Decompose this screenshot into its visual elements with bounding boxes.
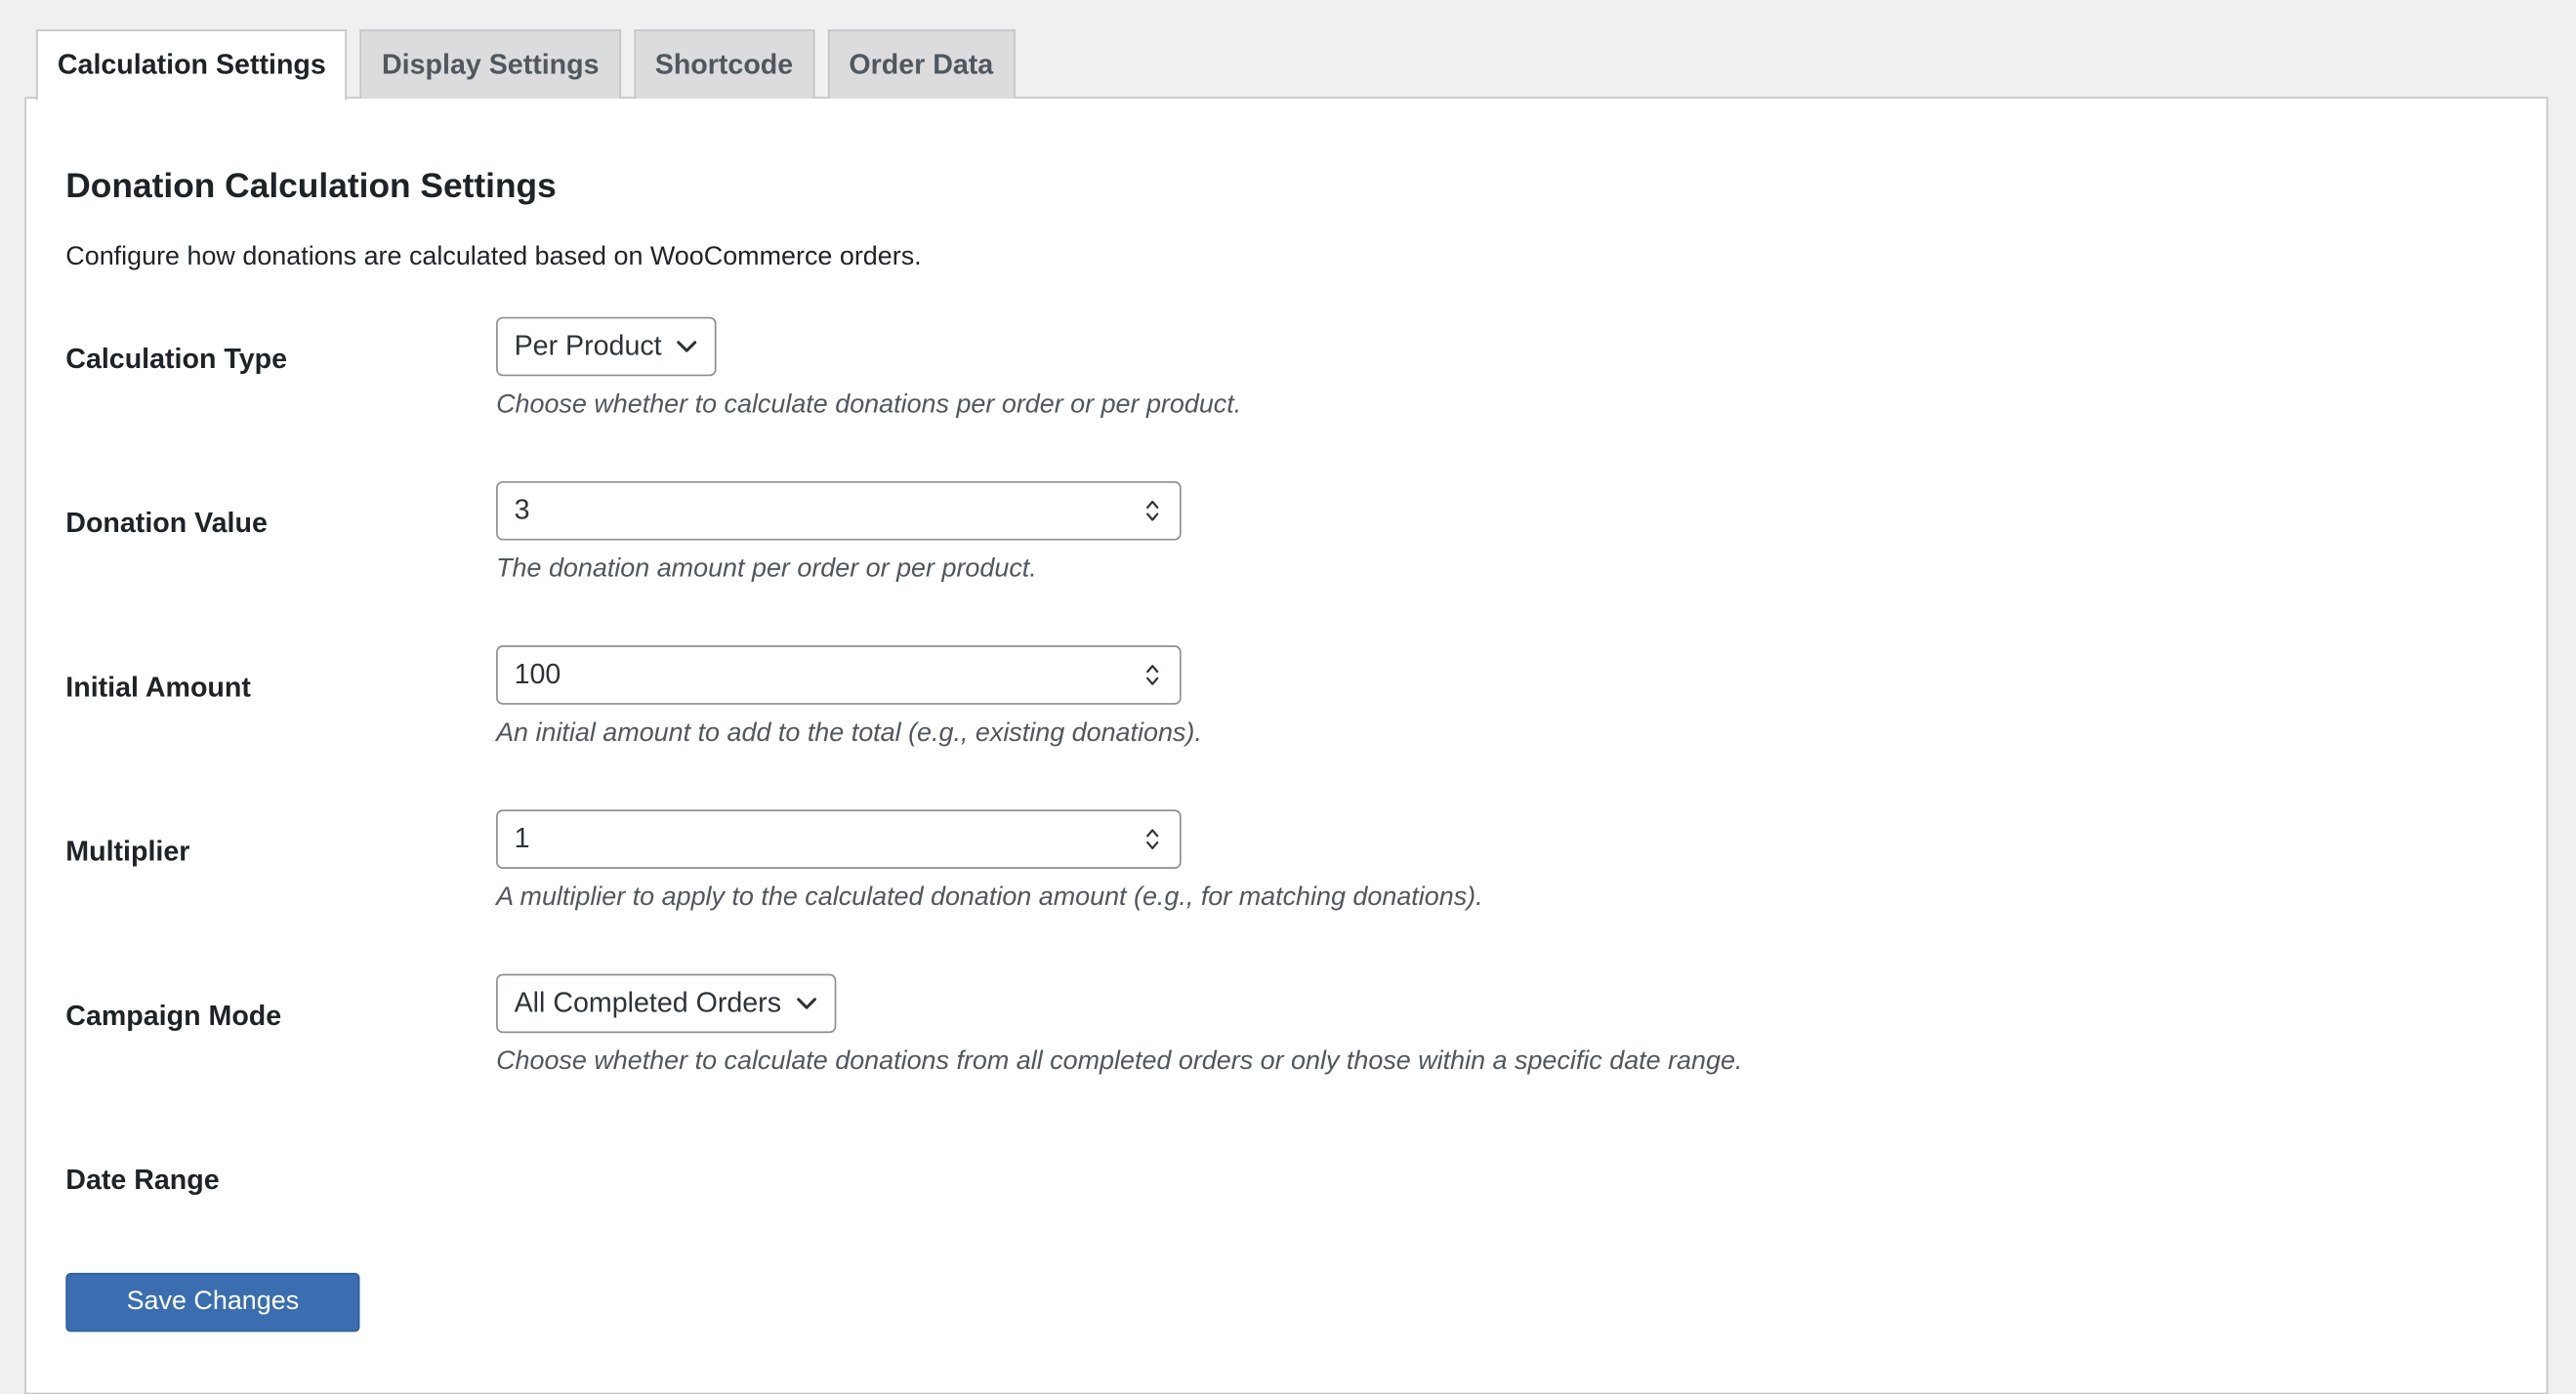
- tab-display-settings[interactable]: Display Settings: [360, 29, 620, 99]
- calculation-type-label: Calculation Type: [65, 343, 288, 375]
- tab-calculation-settings[interactable]: Calculation Settings: [36, 29, 348, 100]
- donation-value-help: The donation amount per order or per product.: [496, 554, 1037, 584]
- calculation-type-field: [496, 317, 1241, 421]
- campaign-mode-label: Campaign Mode: [65, 1000, 282, 1032]
- spinner-arrows-icon[interactable]: [1145, 498, 1160, 524]
- calculation-type-value: Per Product: [514, 330, 662, 362]
- initial-amount-text: 100: [514, 658, 561, 690]
- donation-value-input[interactable]: [496, 481, 1182, 541]
- settings-panel: [24, 97, 2548, 1394]
- campaign-mode-help: Choose whether to calculate donations from all completed orders or only those within a specific date range.: [496, 1047, 1743, 1076]
- donation-value-field: [496, 481, 1182, 585]
- tab-shortcode[interactable]: Shortcode: [634, 29, 814, 99]
- multiplier-help: A multiplier to apply to the calculated donation amount (e.g., for matching donations).: [496, 883, 1483, 912]
- initial-amount-input[interactable]: [496, 645, 1182, 705]
- chevron-down-icon: [794, 992, 817, 1015]
- tab-order-data[interactable]: Order Data: [828, 29, 1016, 99]
- donation-value-text: 3: [514, 494, 530, 526]
- initial-amount-field: [496, 645, 1202, 749]
- donation-value-label: Donation Value: [65, 507, 268, 539]
- initial-amount-help: An initial amount to add to the total (e.g., existing donations).: [496, 718, 1202, 748]
- calculation-type-help: Choose whether to calculate donations per order or per product.: [496, 390, 1242, 420]
- campaign-mode-value: All Completed Orders: [514, 987, 782, 1019]
- save-changes-button[interactable]: Save Changes: [65, 1273, 359, 1332]
- section-title: Donation Calculation Settings: [65, 167, 557, 206]
- multiplier-field: [496, 809, 1483, 913]
- section-description: Configure how donations are calculated based on WooCommerce orders.: [65, 242, 922, 271]
- multiplier-label: Multiplier: [65, 836, 190, 868]
- multiplier-input[interactable]: [496, 809, 1182, 869]
- spinner-arrows-icon[interactable]: [1145, 826, 1160, 852]
- initial-amount-label: Initial Amount: [65, 672, 251, 704]
- spinner-arrows-icon[interactable]: [1145, 662, 1160, 688]
- campaign-mode-select[interactable]: [496, 974, 835, 1034]
- settings-tabs: [36, 29, 1015, 99]
- multiplier-text: 1: [514, 822, 530, 854]
- chevron-down-icon: [675, 335, 698, 358]
- campaign-mode-field: [496, 974, 1742, 1078]
- date-range-label: Date Range: [65, 1164, 220, 1196]
- calculation-type-select[interactable]: [496, 317, 716, 377]
